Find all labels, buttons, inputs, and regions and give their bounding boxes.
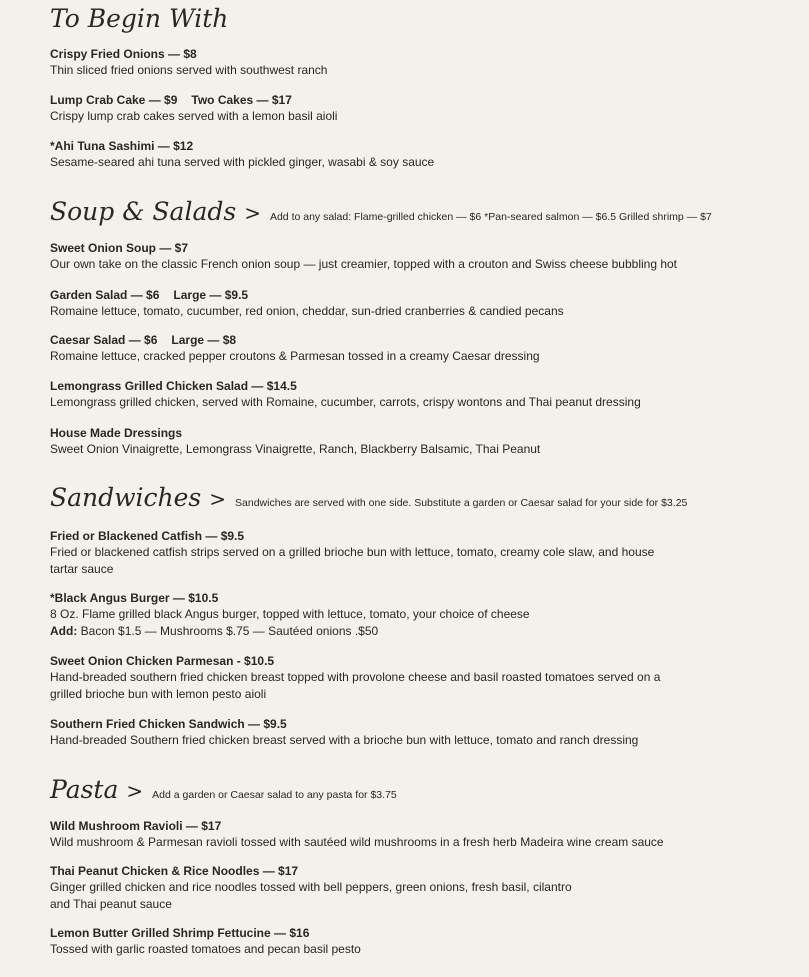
item-description: Wild mushroom & Parmesan ravioli tossed with sautéed wild mushrooms in a fresh herb Madeira wine cream sauce [50,835,664,849]
item-name: Garden Salad — $6 [50,288,160,302]
section-soup-salads [50,197,799,456]
chevron-right-icon: > [126,779,144,803]
menu-item [50,591,530,639]
item-description-cont: tartar sauce [50,561,114,576]
item-description: Tossed with garlic roasted tomatoes and pecan basil pesto [50,942,361,956]
item-description: Our own take on the classic French onion soup — just creamier, topped with a crouton and Swiss cheese bubbling hot [50,257,678,271]
item-name: Sweet Onion Soup — $7 [50,241,189,255]
item-name: Caesar Salad — $6 [50,333,158,347]
item-addons [50,623,530,640]
menu-item [50,864,572,912]
section-note: Add to any salad: Flame-grilled chicken — $6 *Pan-seared salmon — $6.5 Grilled shrimp — $7 [269,211,712,223]
item-description: Romaine lettuce, tomato, cucumber, red onion, cheddar, sun-dried cranberries & candied pecans [50,304,564,318]
section-header [50,197,799,226]
section-title: Sandwiches [50,483,202,512]
menu-item [50,139,434,171]
menu-item [50,379,641,411]
item-description-cont: grilled brioche bun with lemon pesto aioli [50,686,267,701]
item-description: Hand-breaded southern fried chicken breast topped with provolone cheese and basil roasted tomatoes served on a [50,670,661,684]
item-name: Crispy Fried Onions — $8 [50,47,197,61]
item-description: Sweet Onion Vinaigrette, Lemongrass Vinaigrette, Ranch, Blackberry Balsamic, Thai Peanut [50,442,541,456]
section-title: Pasta [50,775,119,804]
item-description: Hand-breaded Southern fried chicken breast served with a brioche bun with lettuce, tomato and ranch dressing [50,733,639,747]
item-name: House Made Dressings [50,426,183,440]
item-name-alt: Large — $8 [171,333,237,347]
menu-item [50,288,564,320]
item-name: Thai Peanut Chicken & Rice Noodles — $17 [50,864,299,878]
item-description: 8 Oz. Flame grilled black Angus burger, topped with lettuce, tomato, your choice of cheese [50,607,530,621]
item-name-alt: Large — $9.5 [173,288,249,302]
item-name: Lemon Butter Grilled Shrimp Fettucine — $16 [50,926,310,940]
chevron-right-icon: > [209,487,227,511]
item-name: Fried or Blackened Catfish — $9.5 [50,529,245,543]
menu-item [50,47,327,79]
addons-label: Add: [50,623,78,638]
item-description: Thin sliced fried onions served with southwest ranch [50,63,328,77]
menu-item [50,926,361,958]
item-description: Crispy lump crab cakes served with a lemon basil aioli [50,109,338,123]
item-name-row [50,288,564,303]
item-name-row [50,93,337,108]
item-description-cont: and Thai peanut sauce [50,896,172,911]
menu-item [50,241,677,273]
menu-item [50,717,638,749]
menu-item [50,819,664,851]
item-name: Lemongrass Grilled Chicken Salad — $14.5 [50,379,297,393]
section-to-begin-with [50,4,799,169]
menu-item [50,333,540,365]
section-note: Sandwiches are served with one side. Substitute a garden or Caesar salad for your side for $3.25 [235,497,688,509]
item-name: Lump Crab Cake — $9 [50,93,178,107]
chevron-right-icon: > [244,201,261,225]
item-name: Wild Mushroom Ravioli — $17 [50,819,222,833]
item-name: *Black Angus Burger — $10.5 [50,591,219,605]
addons-text: Bacon $1.5 — Mushrooms $.75 — Sautéed onions .$50 [80,623,379,638]
item-description: Fried or blackened catfish strips served on a grilled brioche bun with lettuce, tomato, creamy cole slaw, and house [50,545,655,559]
section-note: Add a garden or Caesar salad to any pasta for $3.75 [152,789,397,801]
section-header [50,4,799,33]
section-title: Soup & Salads [50,197,237,226]
item-name-row [50,333,540,348]
menu-item [50,529,654,577]
menu-item [50,654,660,702]
item-name: Southern Fried Chicken Sandwich — $9.5 [50,717,287,731]
item-name: *Ahi Tuna Sashimi — $12 [50,139,194,153]
item-description: Sesame-seared ahi tuna served with pickled ginger, wasabi & soy sauce [50,155,435,169]
item-description: Ginger grilled chicken and rice noodles tossed with bell peppers, green onions, fresh basil, cilantro [50,880,572,894]
item-name: Sweet Onion Chicken Parmesan - $10.5 [50,654,275,668]
section-pasta [50,775,799,956]
section-sandwiches [50,483,799,747]
item-description: Romaine lettuce, cracked pepper croutons & Parmesan tossed in a creamy Caesar dressing [50,349,540,363]
section-header [50,483,799,512]
item-name-alt: Two Cakes — $17 [191,93,292,107]
item-description: Lemongrass grilled chicken, served with Romaine, cucumber, carrots, crispy wontons and Thai peanut dressing [50,395,641,409]
section-title: To Begin With [50,4,229,33]
menu-item [50,426,540,458]
menu-item [50,93,337,125]
section-header [50,775,799,804]
